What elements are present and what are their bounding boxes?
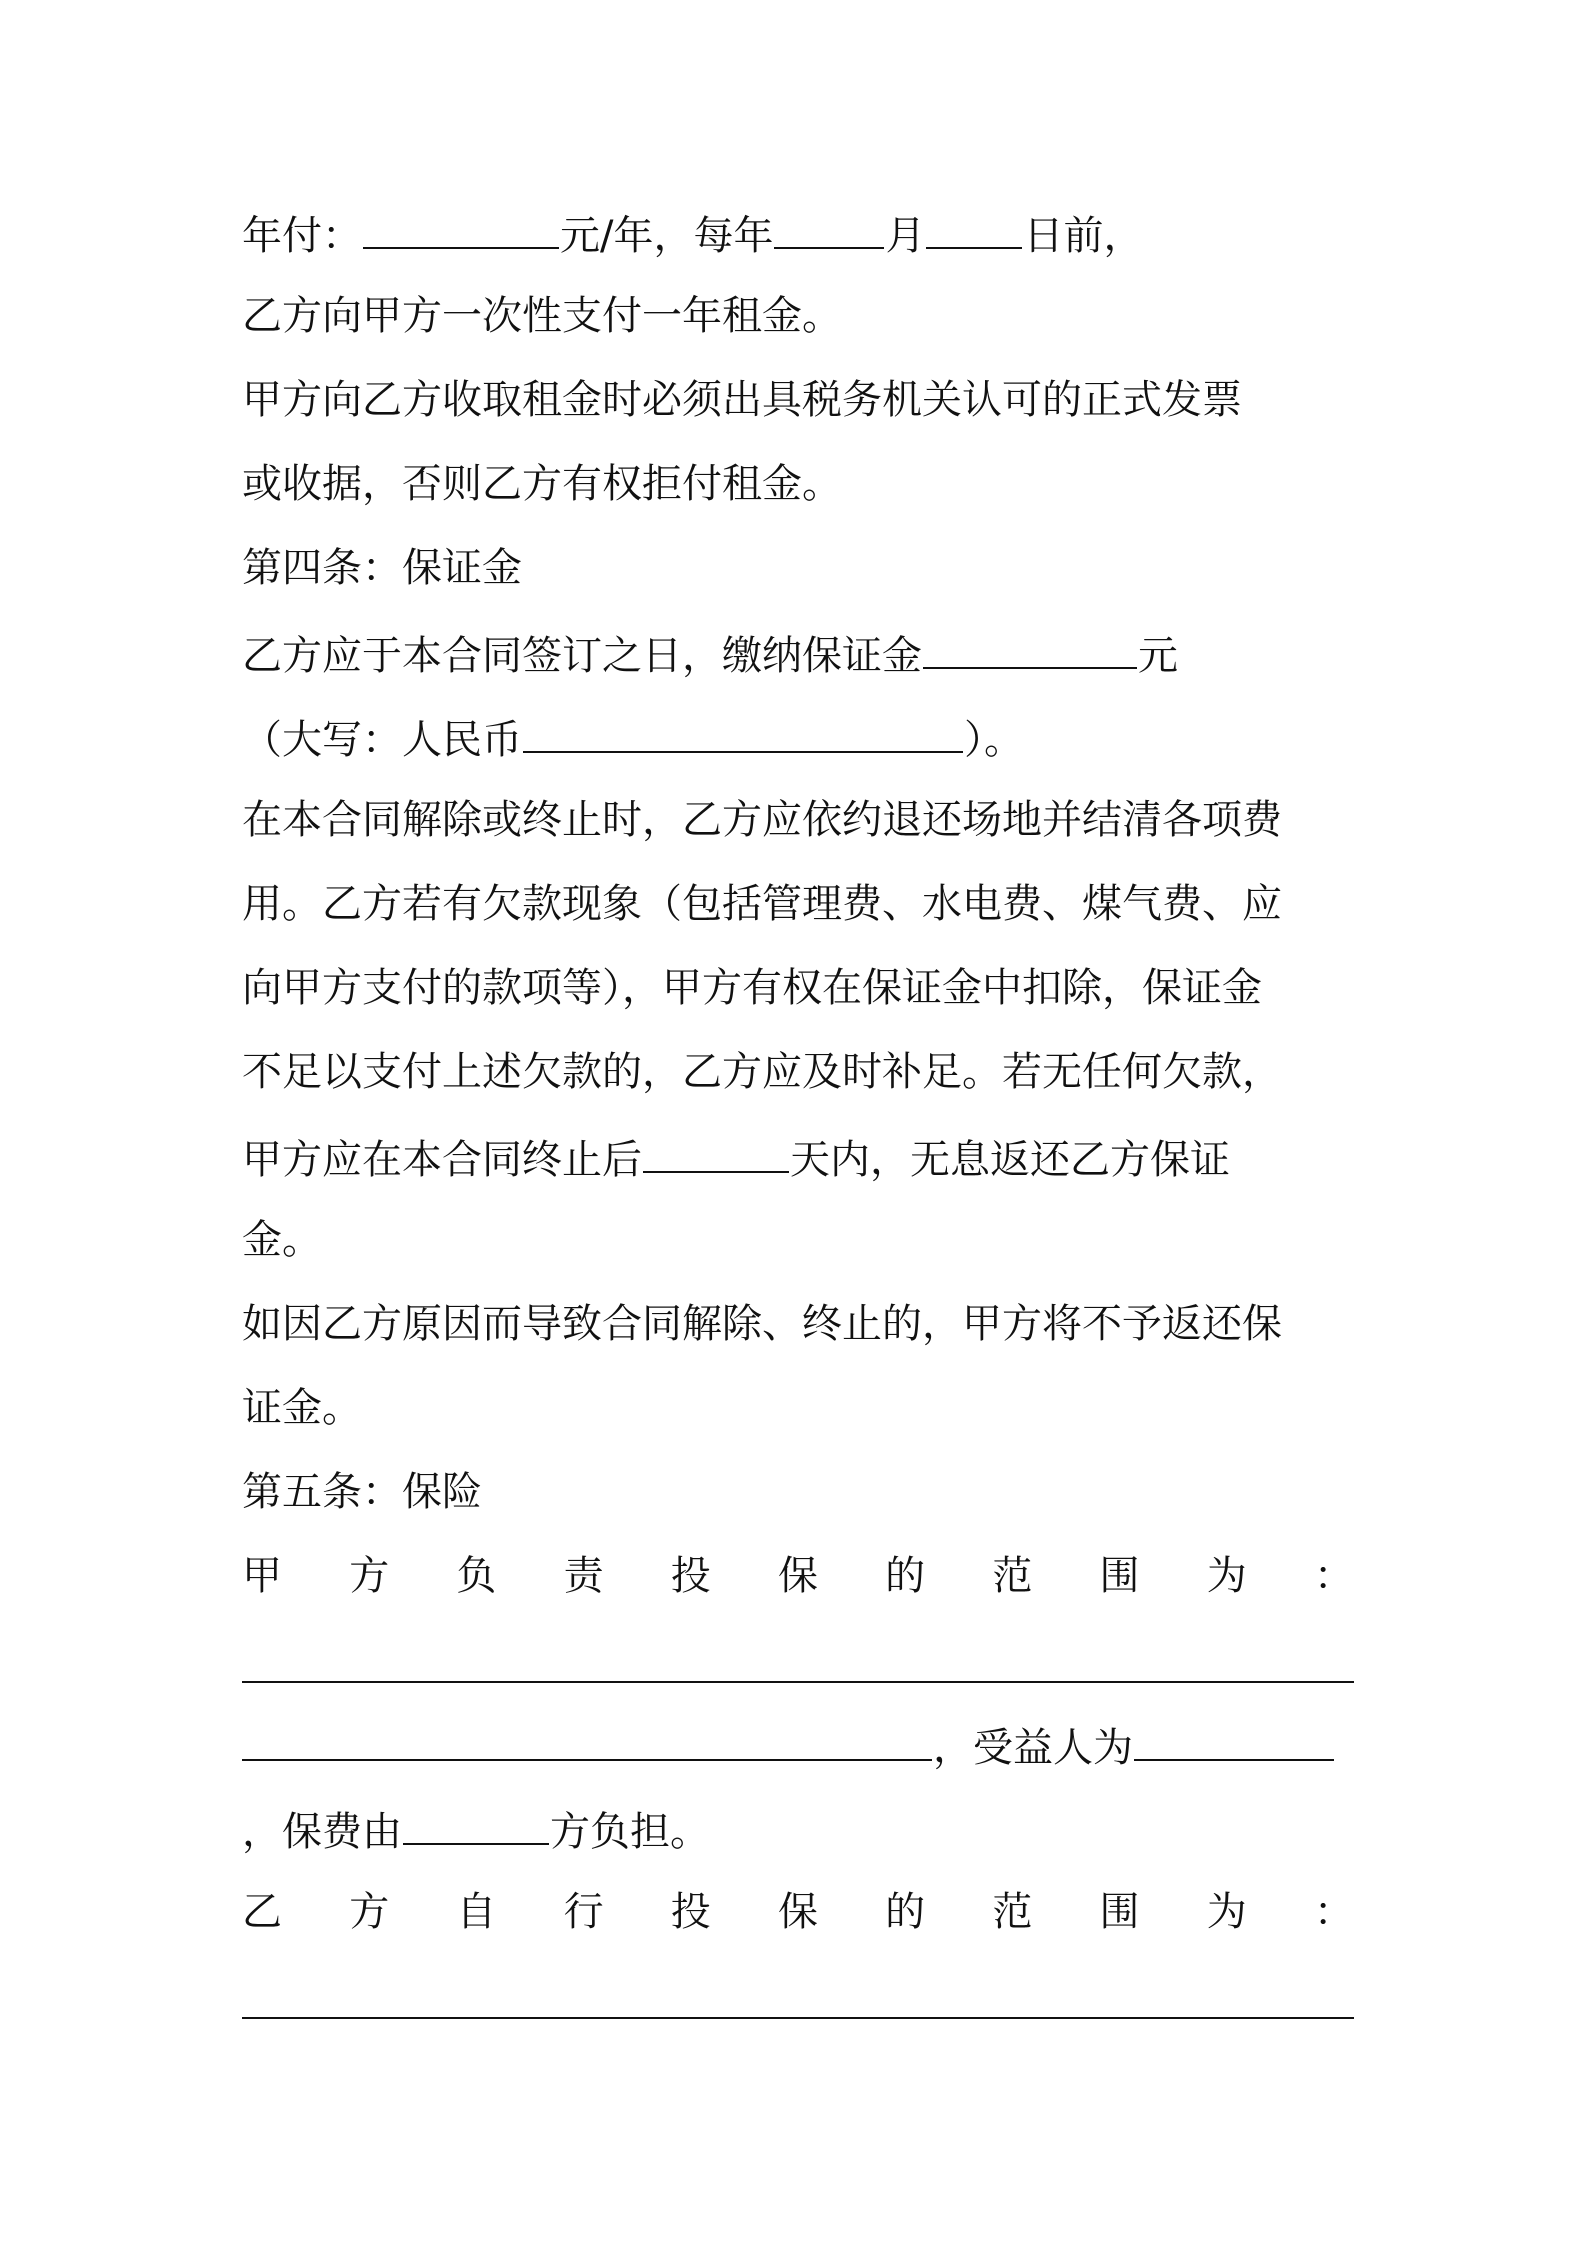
text-segment: 乙方应于本合同签订之日，缴纳保证金 (242, 633, 922, 679)
text-line: 如因乙方原因而导致合同解除、终止的，甲方将不予返还保 (242, 1301, 1282, 1347)
text-segment: ，受益人为 (933, 1725, 1133, 1771)
text-line: 乙方向甲方一次性支付一年租金。 (242, 293, 842, 339)
text-segment: 方负担。 (550, 1809, 710, 1855)
text-segment: 元 (1138, 633, 1178, 679)
blank-field (363, 197, 559, 249)
spread-char: 范 (992, 1889, 1033, 1935)
spread-char: 乙 (242, 1889, 282, 1935)
spread-char: 自 (456, 1889, 497, 1935)
spread-char: 方 (349, 1889, 390, 1935)
spread-char: 投 (670, 1889, 711, 1935)
text-line (242, 701, 1354, 785)
text-line: 甲方向乙方收取租金时必须出具税务机关认可的正式发票 (242, 377, 1242, 423)
text-line: 在本合同解除或终止时，乙方应依约退还场地并结清各项费 (242, 797, 1282, 843)
text-line: 金。 (242, 1217, 322, 1263)
blank-field (1134, 1709, 1334, 1761)
text-line (242, 1709, 1354, 1793)
text-line (242, 617, 1354, 701)
text-segment: 元/年，每年 (560, 213, 774, 259)
section-heading: 第五条：保险 (242, 1469, 482, 1515)
text-segment: 天内，无息返还乙方保证 (790, 1137, 1230, 1183)
text-line: 用。乙方若有欠款现象（包括管理费、水电费、煤气费、应 (242, 881, 1282, 927)
text-segment: 甲方应在本合同终止后 (242, 1137, 642, 1183)
text-segment: ，保费由 (242, 1809, 402, 1855)
spread-char: ： (1313, 1553, 1354, 1599)
text-line: 向甲方支付的款项等），甲方有权在保证金中扣除，保证金 (242, 965, 1262, 1011)
blank-field (643, 1121, 789, 1173)
spread-char: ： (1313, 1889, 1354, 1935)
spread-char: 为 (1206, 1553, 1247, 1599)
blank-field (926, 197, 1022, 249)
text-line (242, 1121, 1354, 1205)
spread-char: 保 (777, 1553, 818, 1599)
spread-text-line (242, 1877, 1354, 1961)
blank-field (403, 1793, 549, 1845)
text-segment: 月 (885, 213, 926, 259)
spread-char: 围 (1099, 1889, 1140, 1935)
spread-char: 行 (563, 1889, 604, 1935)
text-line (242, 197, 1354, 281)
full-blank-line (242, 1961, 1354, 2045)
spread-char: 投 (670, 1553, 711, 1599)
text-line: 证金。 (242, 1385, 362, 1431)
spread-char: 的 (885, 1889, 926, 1935)
full-blank-line (242, 1625, 1354, 1709)
spread-char: 范 (992, 1553, 1033, 1599)
spread-char: 甲 (242, 1553, 282, 1599)
spread-char: 责 (563, 1553, 604, 1599)
blank-field (242, 1709, 932, 1761)
spread-char: 负 (456, 1553, 497, 1599)
section-heading: 第四条：保证金 (242, 545, 522, 591)
text-segment: ）。 (964, 717, 1024, 763)
spread-text-line (242, 1541, 1354, 1625)
spread-char: 围 (1099, 1553, 1140, 1599)
text-segment: 年付： (242, 213, 362, 259)
document-page (242, 197, 1354, 2045)
text-line (242, 1793, 1354, 1877)
blank-field (923, 617, 1137, 669)
text-line: 或收据，否则乙方有权拒付租金。 (242, 461, 842, 507)
spread-char: 的 (885, 1553, 926, 1599)
text-segment: 日前， (1023, 213, 1144, 259)
blank-field (774, 197, 884, 249)
blank-field (523, 701, 963, 753)
spread-char: 方 (349, 1553, 390, 1599)
spread-char: 保 (777, 1889, 818, 1935)
text-line: 不足以支付上述欠款的，乙方应及时补足。若无任何欠款， (242, 1049, 1282, 1095)
spread-char: 为 (1206, 1889, 1247, 1935)
text-segment: （大写：人民币 (242, 717, 522, 763)
